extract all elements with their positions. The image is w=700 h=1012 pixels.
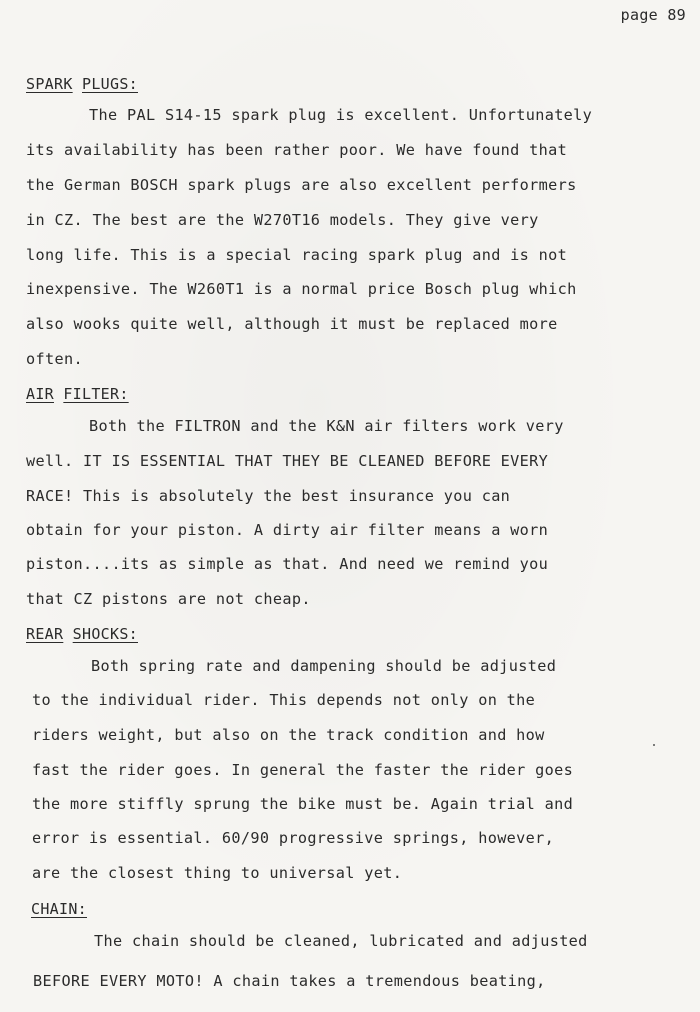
paragraph-line: error is essential. 60/90 progressive springs, however, <box>32 829 555 847</box>
paragraph-line: are the closest thing to universal yet. <box>32 864 403 882</box>
paragraph-line: to the individual rider. This depends not only on the <box>32 691 536 709</box>
paragraph-line: obtain for your piston. A dirty air filter means a worn <box>26 521 549 539</box>
paragraph-line: often. <box>26 350 83 368</box>
paragraph-line: BEFORE EVERY MOTO! A chain takes a tremendous beating, <box>33 972 546 990</box>
paragraph-line: the more stiffly sprung the bike must be. Again trial and <box>32 795 574 813</box>
heading-word: AIR <box>26 385 54 403</box>
paragraph-line: in CZ. The best are the W270T16 models. They give very <box>26 211 539 229</box>
paragraph-line: The chain should be cleaned, lubricated and adjusted <box>94 932 588 950</box>
section-heading-chain <box>31 900 87 918</box>
section-heading-air-filter <box>26 385 129 403</box>
paragraph-line: fast the rider goes. In general the faster the rider goes <box>32 761 574 779</box>
paragraph-line: the German BOSCH spark plugs are also excellent performers <box>26 176 577 194</box>
paragraph-line: RACE! This is absolutely the best insurance you can <box>26 487 511 505</box>
paragraph-line: Both the FILTRON and the K&N air filters work very <box>89 417 564 435</box>
heading-word: REAR <box>26 625 64 643</box>
paragraph-line: well. IT IS ESSENTIAL THAT THEY BE CLEANED BEFORE EVERY <box>26 452 549 470</box>
page-number: page 89 <box>620 6 686 24</box>
paragraph-line: inexpensive. The W260T1 is a normal price Bosch plug which <box>26 280 577 298</box>
paragraph-line: long life. This is a special racing spark plug and is not <box>26 246 568 264</box>
heading-word: SPARK <box>26 75 73 93</box>
paragraph-line: The PAL S14-15 spark plug is excellent. Unfortunately <box>89 106 593 124</box>
section-heading-rear-shocks <box>26 625 138 643</box>
heading-word: SHOCKS: <box>72 625 138 643</box>
paragraph-line: riders weight, but also on the track condition and how <box>32 726 545 744</box>
paragraph-line: its availability has been rather poor. We have found that <box>26 141 568 159</box>
paragraph-line: also wooks quite well, although it must be replaced more <box>26 315 558 333</box>
heading-word: FILTER: <box>63 385 129 403</box>
heading-word: PLUGS: <box>82 75 138 93</box>
paragraph-line: that CZ pistons are not cheap. <box>26 590 311 608</box>
paragraph-line: piston....its as simple as that. And need we remind you <box>26 555 549 573</box>
section-heading-spark-plugs <box>26 75 138 93</box>
heading-word: CHAIN: <box>31 900 87 918</box>
paragraph-line: Both spring rate and dampening should be adjusted <box>91 657 557 675</box>
ink-speck <box>653 744 655 746</box>
